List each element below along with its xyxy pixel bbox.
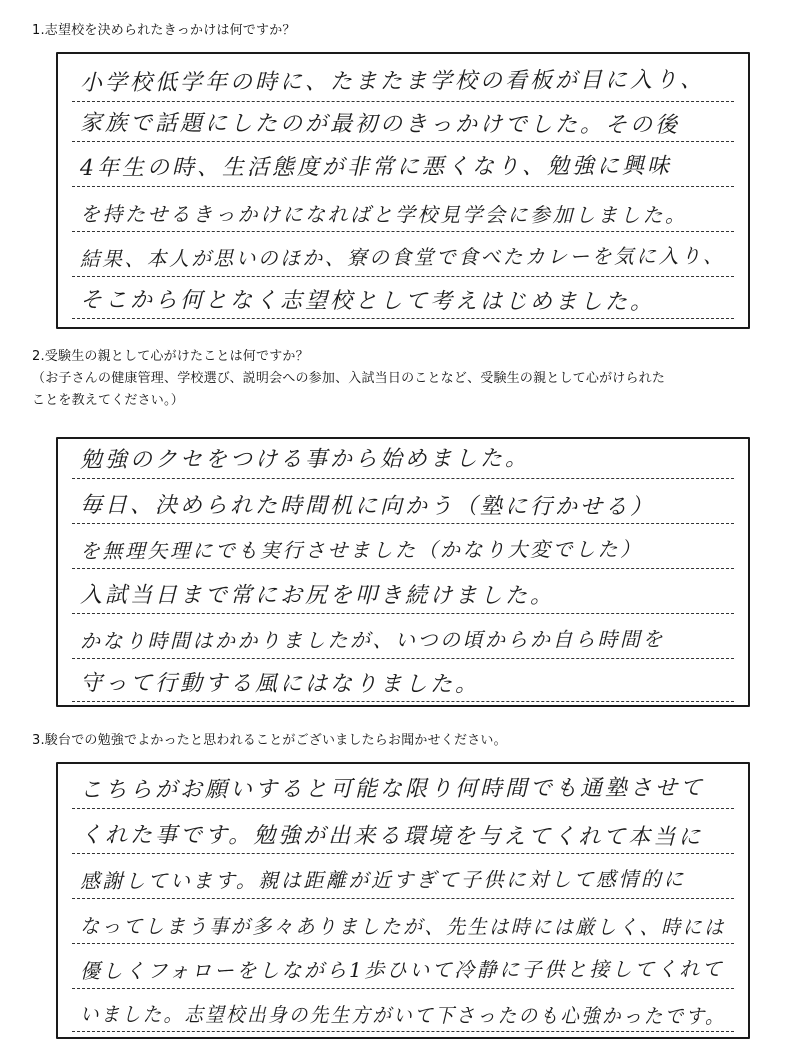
handwritten-text: 守って行動する風にはなりました。 [80, 671, 481, 698]
handwritten-text: こちらがお願いすると可能な限り何時間でも通塾させて [79, 775, 706, 803]
handwritten-text: かなり時間はかかりましたが、いつの頃からか自ら時間を [79, 626, 665, 653]
handwritten-text: 結果、本人が思いのほか、寮の食堂で食べたカレーを気に入り、 [79, 243, 726, 272]
answer-line [72, 439, 734, 479]
question-2-prompt-line: 2.受験生の親として心がけたことは何ですか？ [32, 349, 309, 364]
answer-line [72, 992, 734, 1032]
answer-line [72, 147, 734, 187]
handwritten-text: 毎日、決められた時間机に向かう（塾に行かせる） [80, 493, 656, 521]
answer-line [72, 769, 734, 809]
handwritten-text: 家族で話題にしたのが最初のきっかけでした。その後 [80, 111, 681, 139]
handwritten-text: 入試当日まで常にお尻を叩き続けました。 [80, 583, 556, 609]
answer-line [72, 814, 734, 854]
answer-line [72, 662, 734, 702]
answer-line [72, 62, 734, 102]
handwritten-text: 感謝しています。親は距離が近すぎて子供に対して感情的に [79, 866, 686, 893]
answer-line [72, 237, 734, 277]
answer-line [72, 279, 734, 319]
answer-box-3 [56, 762, 750, 1039]
question-2-prompt-line: ことを教えてください。） [32, 393, 184, 408]
answer-box-2 [56, 437, 750, 707]
question-2-prompt-line: （お子さんの健康管理、学校選び、説明会への参加、入試当日のことなど、受験生の親として心がけられた [32, 371, 666, 386]
handwritten-text: 4年生の時、生活態度が非常に悪くなり、勉強に興味 [79, 153, 672, 182]
answer-line [72, 192, 734, 232]
question-1-prompt-line: 1.志望校を決められたきっかけは何ですか？ [32, 23, 296, 38]
handwritten-text: 勉強のクセをつける事から始めました。 [79, 446, 531, 474]
handwritten-text: 優しくフォローをしながら1歩ひいて冷静に子供と接してくれて [79, 956, 725, 983]
handwritten-text: いました。志望校出身の先生方がいて下さったのも心強かったです。 [80, 1002, 726, 1029]
handwritten-text: を持たせるきっかけになればと学校見学会に参加しました。 [80, 202, 688, 228]
handwritten-text: 小学校低学年の時に、たまたま学校の看板が目に入り、 [79, 67, 705, 97]
answer-line [72, 484, 734, 524]
handwritten-text: なってしまう事が多々ありましたが、先生は時には厳しく、時には [80, 914, 726, 940]
handwritten-text: を無理矢理にでも実行させました（かなり大変でした） [79, 537, 643, 563]
answer-line [72, 574, 734, 614]
question-2-prompt [32, 346, 772, 412]
answer-line [72, 619, 734, 659]
answer-line [72, 904, 734, 944]
answer-line [72, 859, 734, 899]
question-1-prompt [32, 20, 772, 42]
answer-line [72, 102, 734, 142]
handwritten-text: くれた事です。勉強が出来る環境を与えてくれて本当に [80, 823, 704, 851]
answer-box-1 [56, 52, 750, 329]
question-3-prompt-line: 3.駿台での勉強でよかったと思われることがございましたらお聞かせください。 [32, 733, 507, 748]
answer-line [72, 529, 734, 569]
handwritten-text: そこから何となく志望校として考えはじめました。 [80, 288, 656, 316]
answer-line [72, 949, 734, 989]
question-3-prompt [32, 730, 772, 752]
